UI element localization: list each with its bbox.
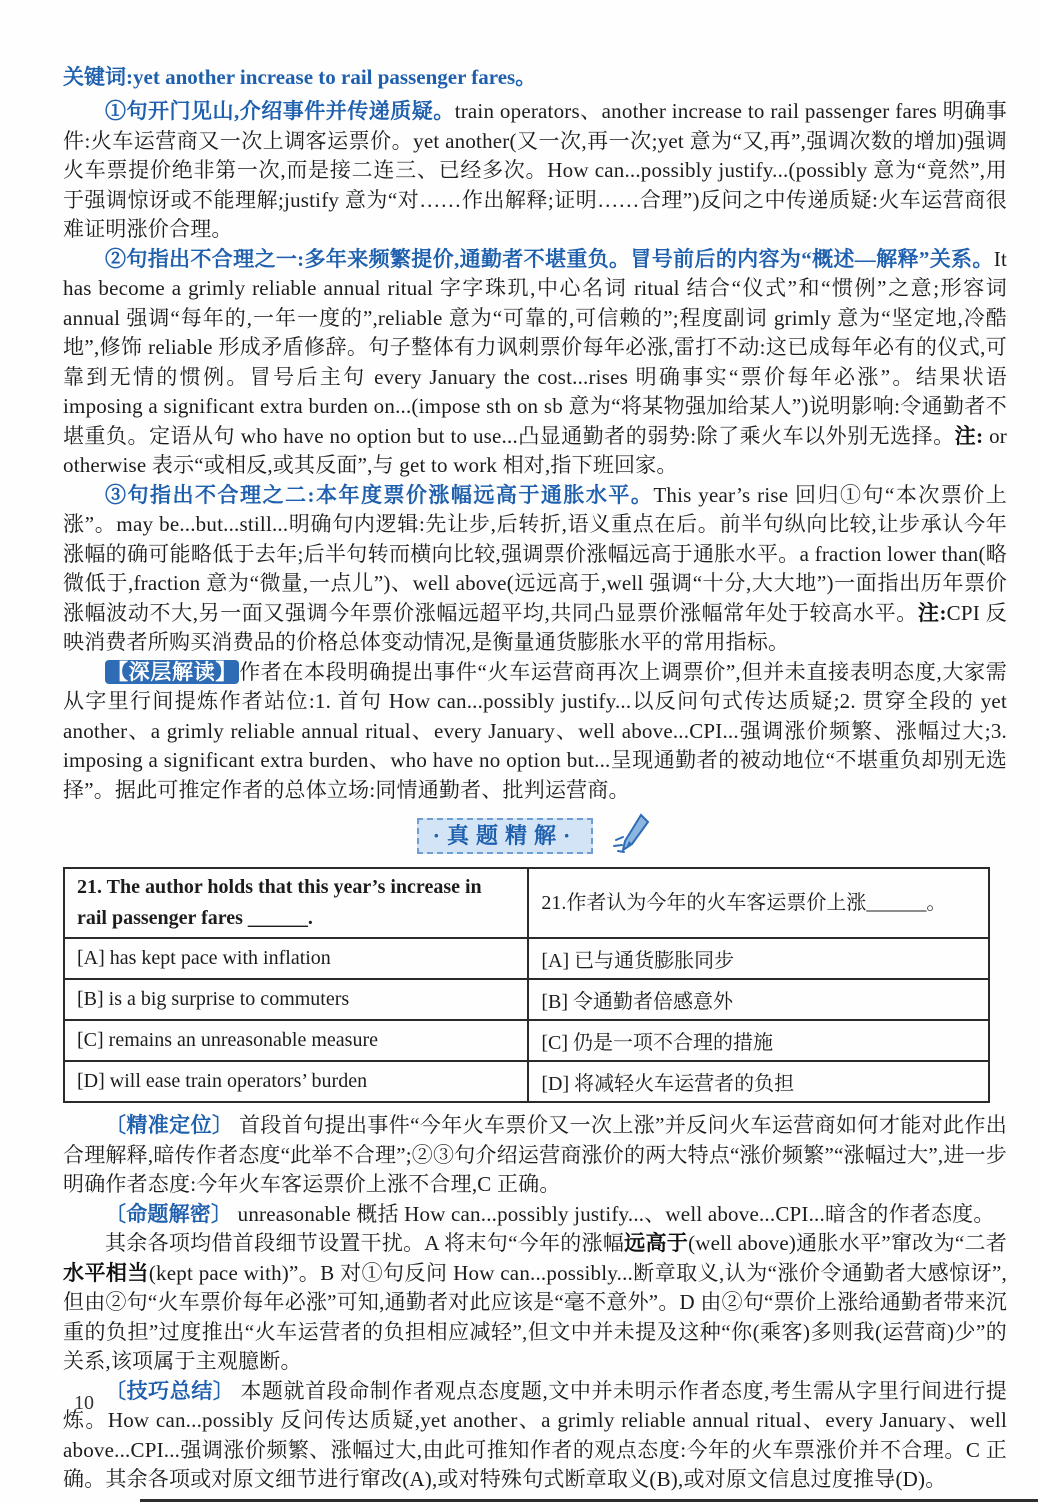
question-header-zh: 21.作者认为今年的火车客运票价上涨______。 xyxy=(528,868,989,938)
question-header-row xyxy=(64,868,989,938)
text-run: 注: xyxy=(917,600,947,625)
text-run: 本题就首段命制作者观点态度题,文中并未明示作者态度,考生需从字里行间进行提炼。How can...possibly 反问传达质疑,yet another、a grimly reliable annual ritual、every January、well above...CPI...强调涨价频繁、涨幅过大,由此可推知作者的观点态度:今年的火车票涨价并不合理。C 正确。其余各项或对原文细节进行窜改(A),或对特殊句式断章取义(B),或对原文信息过度推导(D)。 xyxy=(63,1378,1007,1491)
text-run: 注: xyxy=(954,423,984,448)
text-run: 远高于 xyxy=(624,1231,689,1255)
option-cell-zh: [C] 仍是一项不合理的措施 xyxy=(528,1020,989,1061)
keyword-text: yet another increase to rail passenger fares。 xyxy=(133,65,537,89)
text-run: This year’s rise 回归①句“本次票价上涨”。may be...but...still...明确句内逻辑:先让步,后转折,语义重点在后。前半句纵向比较,让步承认今年涨幅的确可能略低于去年;后半句转而横向比较,强调票价涨幅远高于通胀水平。a fraction lower than(略微低于,fraction 意为“微量,一点儿”)、well above(远远高于,well 强调“十分,大大地”)一面指出历年票价涨幅波动不大,另一面又强调今年票价涨幅远超平均,共同凸显票价涨幅常年处于较高水平。 xyxy=(63,482,1008,625)
option-cell-zh: [B] 令通勤者倍感意外 xyxy=(528,979,989,1020)
pen-icon xyxy=(605,813,653,860)
text-run: It has become a grimly reliable annual ritual 字字珠玑,中心名词 ritual 结合“仪式”和“惯例”之意;形容词 annual 强调“每年的,一年一度的”,reliable 意为“可靠的,可信赖的”;程度副词 grimly 意为“坚定地,冷酷地”,修饰 reliable 形成矛盾修辞。句子整体有力讽刺票价每年必涨,雷打不动:这已成每年必有的仪式,可靠到无情的惯例。冒号后主句 every January the cost...rises 明确事实“票价每年必涨”。结果状语 imposing a significant extra burden on...(impose sth on sb 意为“将某物强加给某人”)说明影响:令通勤者不堪重负。定语从句 who have no option but to use...凸显通勤者的弱势:除了乘火车以外别无选择。 xyxy=(63,246,1007,448)
paragraph xyxy=(63,481,1007,658)
paragraph xyxy=(63,1229,1007,1377)
option-row xyxy=(64,938,989,979)
text-run: (well above)通胀水平”窜改为“二者 xyxy=(688,1231,1007,1255)
paragraph xyxy=(63,245,1007,481)
paragraph xyxy=(63,658,1007,806)
text-run: ③句指出不合理之二:本年度票价涨幅远高于通胀水平。 xyxy=(105,482,654,507)
question-header-en: 21. The author holds that this year’s increase in rail passenger fares ______. xyxy=(64,868,528,938)
section-label-box: 【深层解读】 xyxy=(107,659,238,684)
option-cell-zh: [A] 已与通货膨胀同步 xyxy=(528,938,989,979)
text-run: or otherwise 表示“或相反,或其反面”,与 get to work 相对,指下班回家。 xyxy=(63,423,1007,477)
option-cell-zh: [D] 将减轻火车运营者的负担 xyxy=(528,1061,989,1102)
text-run: 其余各项均借首段细节设置干扰。A 将末句“今年的涨幅 xyxy=(105,1231,625,1255)
text-run: 作者在本段明确提出事件“火车运营商再次上调票价”,但并未直接表明态度,大家需从字里行间提炼作者站位:1. 首句 How can...possibly justify...以反问句式传达质疑;2. 贯穿全段的 yet another、a grimly reliable annual ritual、every January、well above...CPI...强调涨价频繁、涨幅过大;3. imposing a significant extra burden、who have no option but...呈现通勤者的被动地位“不堪重负却别无选择”。据此可推定作者的总体立场:同情通勤者、批判运营商。 xyxy=(63,659,1007,802)
text-run: CPI 反映消费者所购买消费品的价格总体变动情况,是衡量通货膨胀水平的常用指标。 xyxy=(63,600,1007,654)
section-label: 〔精准定位〕 xyxy=(105,1113,234,1137)
text-run: unreasonable 概括 How can...possibly justify...、well above...CPI...暗含的作者态度。 xyxy=(232,1201,995,1226)
text-run: ②句指出不合理之一:多年来频繁提价,通勤者不堪重负。冒号前后的内容为“概述—解释”关系。 xyxy=(105,246,994,271)
answer-explanation-section xyxy=(63,1111,1007,1495)
exam-analysis-badge: ·真题精解· xyxy=(417,818,594,854)
paragraph xyxy=(63,1111,1007,1200)
option-cell-en: [D] will ease train operators’ burden xyxy=(64,1061,528,1102)
question-table xyxy=(63,867,990,1103)
text-run: 水平相当 xyxy=(63,1260,149,1285)
page-content xyxy=(63,62,1007,1495)
keyword-line xyxy=(63,62,1007,93)
section-label: 〔技巧总结〕 xyxy=(105,1378,235,1403)
section-divider xyxy=(63,814,1007,858)
keyword-label: 关键词: xyxy=(63,65,133,89)
option-row xyxy=(64,1061,989,1102)
option-cell-en: [B] is a big surprise to commuters xyxy=(64,979,528,1020)
question-options xyxy=(64,938,989,1102)
text-run: (kept pace with)”。B 对①句反问 How can...possibly...断章取义,认为“涨价令通勤者大感惊讶”,但由②句“火车票价每年必涨”可知,通勤者对此应该是“毫不意外”。D 由②句“票价上涨给通勤者带来沉重的负担”过度推出“火车运营者的负担相应减轻”,但文中并未提及这种“你(乘客)多则我(运营商)少”的关系,该项属于主观臆断。 xyxy=(63,1260,1007,1373)
sentence-analysis-section xyxy=(63,97,1007,805)
option-cell-en: [A] has kept pace with inflation xyxy=(64,938,528,979)
page-number: 10 xyxy=(74,1392,94,1414)
text-run: ①句开门见山,介绍事件并传递质疑。 xyxy=(105,99,455,123)
option-cell-en: [C] remains an unreasonable measure xyxy=(64,1020,528,1061)
option-row xyxy=(64,1020,989,1061)
paragraph xyxy=(63,1377,1007,1495)
section-label: 〔命题解密〕 xyxy=(105,1201,233,1226)
paragraph xyxy=(63,97,1007,245)
paragraph xyxy=(63,1200,1007,1230)
text-run: 首段首句提出事件“今年火车票价又一次上涨”并反问火车运营商如何才能对此作出合理解释,暗传作者态度“此举不合理”;②③句介绍运营商涨价的两大特点“涨价频繁”“涨幅过大”,进一步明确作者态度:今年火车客运票价上涨不合理,C 正确。 xyxy=(63,1113,1007,1196)
text-run: train operators、another increase to rail passenger fares 明确事件:火车运营商又一次上调客运票价。yet another(又一次,再一次;yet 意为“又,再”,强调次数的增加)强调火车票提价绝非第一次,而是接二连三、已经多次。How can...possibly justify...(possibly 意为“竟然”,用于强调惊讶或不能理解;justify 意为“对……作出解释;证明……合理”)反问之中传递质疑:火车运营商很难证明涨价合理。 xyxy=(63,99,1007,241)
option-row xyxy=(64,979,989,1020)
